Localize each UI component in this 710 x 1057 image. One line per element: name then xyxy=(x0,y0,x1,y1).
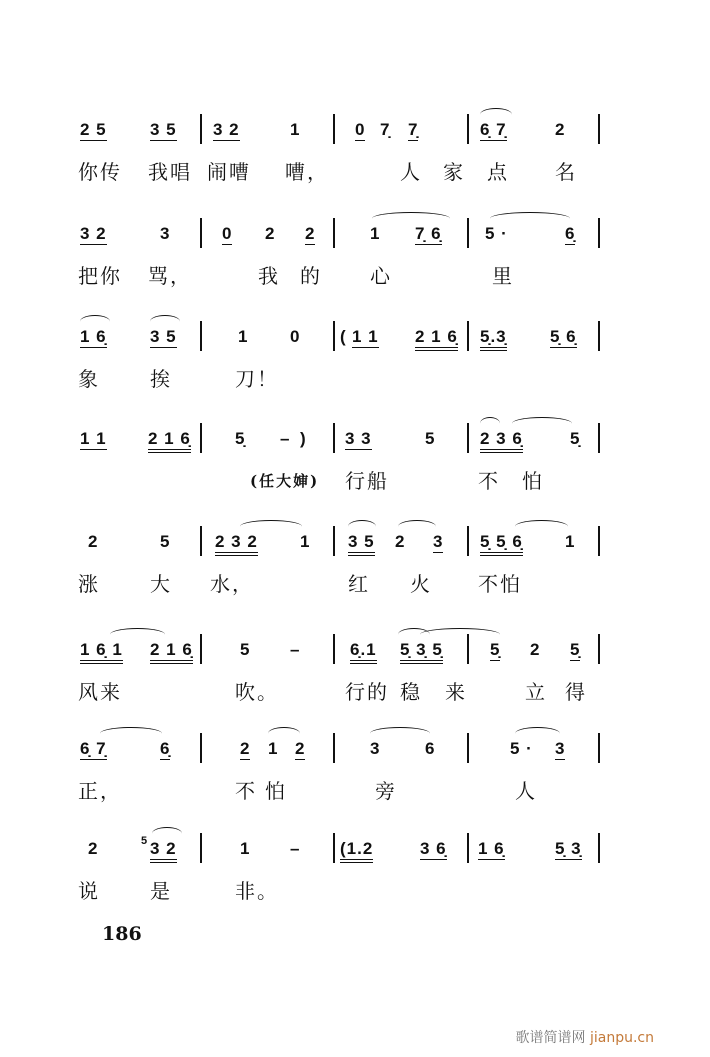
barline xyxy=(598,634,600,664)
lyric-text: 怕 xyxy=(522,469,544,493)
slur-mark xyxy=(268,727,300,740)
note-group: 7̣ 6̣ xyxy=(415,224,442,243)
watermark-site: 歌谱简谱网 xyxy=(515,1030,586,1046)
note-group: 6̣ 7̣ xyxy=(80,739,107,758)
note-group: – xyxy=(280,429,291,448)
barline xyxy=(200,114,202,144)
note-group: 1 xyxy=(238,327,249,346)
note-group: 2 xyxy=(395,532,406,551)
note-group: – xyxy=(290,839,301,858)
lyric-text: 嘈， xyxy=(285,160,329,184)
barline xyxy=(467,321,469,351)
note-group: 2 xyxy=(530,640,541,659)
watermark xyxy=(516,1027,654,1047)
lyric-text: 水， xyxy=(210,572,254,596)
grace-note: 5 xyxy=(141,835,149,847)
note-group: 5 · xyxy=(485,224,508,243)
note-group: 6̣.1 xyxy=(350,640,377,664)
barline xyxy=(467,423,469,453)
note-group: 7̣ xyxy=(380,120,391,139)
barline xyxy=(598,423,600,453)
barline xyxy=(200,833,202,863)
barline xyxy=(200,526,202,556)
lyric-text: 家 xyxy=(443,160,465,184)
lyric-text: 名 xyxy=(555,160,577,184)
note-group: (1.2 xyxy=(340,839,373,863)
note-group: 5̣ xyxy=(490,640,501,659)
barline xyxy=(467,833,469,863)
note-group: 3 5 xyxy=(150,120,177,139)
role-label: (任大婶) xyxy=(250,472,320,490)
note-group: 5̣ 5̣ 6̣ xyxy=(480,532,523,556)
note-group: ( xyxy=(340,327,347,346)
barline xyxy=(200,634,202,664)
note-group: 5 · xyxy=(510,739,533,758)
note-group: 3 2 xyxy=(213,120,240,139)
note-group: 5̣ 6̣ xyxy=(550,327,577,346)
slur-mark xyxy=(480,108,512,121)
barline xyxy=(467,733,469,763)
lyric-text: 来 xyxy=(445,680,467,704)
slur-mark xyxy=(398,520,436,533)
note-group: 1 1 xyxy=(80,429,107,448)
note-group: 1 xyxy=(565,532,576,551)
note-group: 5̣ xyxy=(235,429,246,448)
note-group: 1 xyxy=(268,739,279,758)
note-group: 5̣ xyxy=(570,640,581,659)
slur-mark xyxy=(152,827,182,840)
lyric-text: 风来 xyxy=(78,680,122,704)
slur-mark xyxy=(150,315,180,328)
barline xyxy=(598,218,600,248)
lyric-text: 把你 xyxy=(78,264,122,288)
note-group: 1 xyxy=(370,224,381,243)
note-group: 5̣ xyxy=(570,429,581,448)
note-group: 6̣ xyxy=(160,739,171,758)
note-group: 0 xyxy=(222,224,233,243)
barline xyxy=(333,218,335,248)
barline xyxy=(200,321,202,351)
barline xyxy=(598,833,600,863)
note-group: 7̣ xyxy=(408,120,419,139)
note-group: 1 1 xyxy=(352,327,379,346)
note-group: 5 xyxy=(160,532,171,551)
barline xyxy=(333,733,335,763)
lyric-text: 非。 xyxy=(235,879,279,903)
note-group: 3 2 xyxy=(150,839,177,863)
note-group: 2 3 2 xyxy=(215,532,258,556)
barline xyxy=(333,833,335,863)
barline xyxy=(598,114,600,144)
lyric-text: 稳 xyxy=(400,680,422,704)
note-group: 3 3 xyxy=(345,429,372,448)
note-group: 5̣ 3̣ xyxy=(555,839,582,858)
lyric-text: 我唱 xyxy=(148,160,192,184)
note-group: 2 xyxy=(88,839,99,858)
note-group: 1 xyxy=(300,532,311,551)
note-group: 5̣.3̣ xyxy=(480,327,507,351)
lyric-text: 人 xyxy=(400,160,422,184)
note-group: 2 1 6̣ xyxy=(415,327,458,351)
lyric-text: 吹。 xyxy=(235,680,279,704)
barline xyxy=(333,423,335,453)
note-group: 5 xyxy=(240,640,251,659)
note-group: 3 5 xyxy=(150,327,177,346)
note-group: 2 1 6̣ xyxy=(148,429,191,453)
lyric-text: 得 xyxy=(565,680,587,704)
barline xyxy=(467,218,469,248)
note-group: ) xyxy=(300,429,307,448)
lyric-text: 是 xyxy=(150,879,172,903)
barline xyxy=(200,218,202,248)
note-group: 2 xyxy=(295,739,306,758)
lyric-text: 说 xyxy=(78,879,100,903)
lyric-text: 怕 xyxy=(265,779,287,803)
barline xyxy=(333,526,335,556)
lyric-text: 旁 xyxy=(375,779,397,803)
watermark-url: jianpu.cn xyxy=(589,1030,654,1046)
lyric-text: 闹嘈 xyxy=(207,160,251,184)
slur-mark xyxy=(515,727,560,740)
barline xyxy=(467,526,469,556)
note-group: 1 6̣ xyxy=(478,839,505,858)
lyric-text: 你传 xyxy=(78,160,122,184)
barline xyxy=(333,634,335,664)
slur-mark xyxy=(420,628,500,641)
note-group: 3 5 xyxy=(348,532,375,556)
page-number: 186 xyxy=(102,923,142,945)
lyric-text: 涨 xyxy=(78,572,100,596)
note-group: 2 5 xyxy=(80,120,107,139)
barline xyxy=(200,733,202,763)
slur-mark xyxy=(512,417,572,430)
note-group: 3 xyxy=(555,739,566,758)
barline xyxy=(598,733,600,763)
note-group: 2 xyxy=(88,532,99,551)
slur-mark xyxy=(372,212,450,225)
note-group: 6̣ 7̣ xyxy=(480,120,507,139)
barline xyxy=(598,526,600,556)
lyric-text: 的 xyxy=(300,264,322,288)
note-group: 6̣ xyxy=(565,224,576,243)
barline xyxy=(333,114,335,144)
lyric-text: 我 xyxy=(258,264,280,288)
barline xyxy=(467,114,469,144)
slur-mark xyxy=(110,628,165,641)
note-group: 5̣ 3̣ 5̣ xyxy=(400,640,443,664)
note-group: 2 xyxy=(240,739,251,758)
slur-mark xyxy=(490,212,570,225)
note-group: 3 xyxy=(370,739,381,758)
barline xyxy=(598,321,600,351)
lyric-text: 行船 xyxy=(345,469,389,493)
note-group: 1 xyxy=(240,839,251,858)
note-group: 3 2 xyxy=(80,224,107,243)
lyric-text: 大 xyxy=(150,572,172,596)
lyric-text: 里 xyxy=(492,264,514,288)
lyric-text: 正， xyxy=(78,779,122,803)
slur-mark xyxy=(515,520,568,533)
lyric-text: 立 xyxy=(525,680,547,704)
slur-mark xyxy=(240,520,302,533)
note-group: 0 xyxy=(290,327,301,346)
note-group: 0 xyxy=(355,120,366,139)
note-group: 2 xyxy=(265,224,276,243)
note-group: 1 6̣ xyxy=(80,327,107,346)
lyric-text: 象 xyxy=(78,367,100,391)
note-group: 2 3 6̣ xyxy=(480,429,523,453)
lyric-text: 红 xyxy=(348,572,370,596)
slur-mark xyxy=(480,417,500,430)
slur-mark xyxy=(348,520,376,533)
note-group: 2 1 6̣ xyxy=(150,640,193,664)
lyric-text: 骂， xyxy=(148,264,192,288)
lyric-text: 点 xyxy=(487,160,509,184)
lyric-text: 火 xyxy=(410,572,432,596)
lyric-text: 行的 xyxy=(345,680,389,704)
note-group: 3 6̣ xyxy=(420,839,447,858)
note-group: 2 xyxy=(555,120,566,139)
note-group: 2 xyxy=(305,224,316,243)
slur-mark xyxy=(370,727,430,740)
lyric-text: 不 xyxy=(478,469,500,493)
note-group: 1 6̣ 1 xyxy=(80,640,123,664)
slur-mark xyxy=(80,315,110,328)
lyric-text: 人 xyxy=(515,779,537,803)
note-group: – xyxy=(290,640,301,659)
lyric-text: 不怕 xyxy=(478,572,522,596)
slur-mark xyxy=(100,727,162,740)
barline xyxy=(333,321,335,351)
note-group: 6 xyxy=(425,739,436,758)
note-group: 1 xyxy=(290,120,301,139)
note-group: 5 xyxy=(425,429,436,448)
barline xyxy=(200,423,202,453)
lyric-text: 刀！ xyxy=(235,367,279,391)
note-group: 3 xyxy=(433,532,444,551)
note-group: 3 xyxy=(160,224,171,243)
lyric-text: 心 xyxy=(370,264,392,288)
lyric-text: 挨 xyxy=(150,367,172,391)
lyric-text: 不 xyxy=(235,779,257,803)
